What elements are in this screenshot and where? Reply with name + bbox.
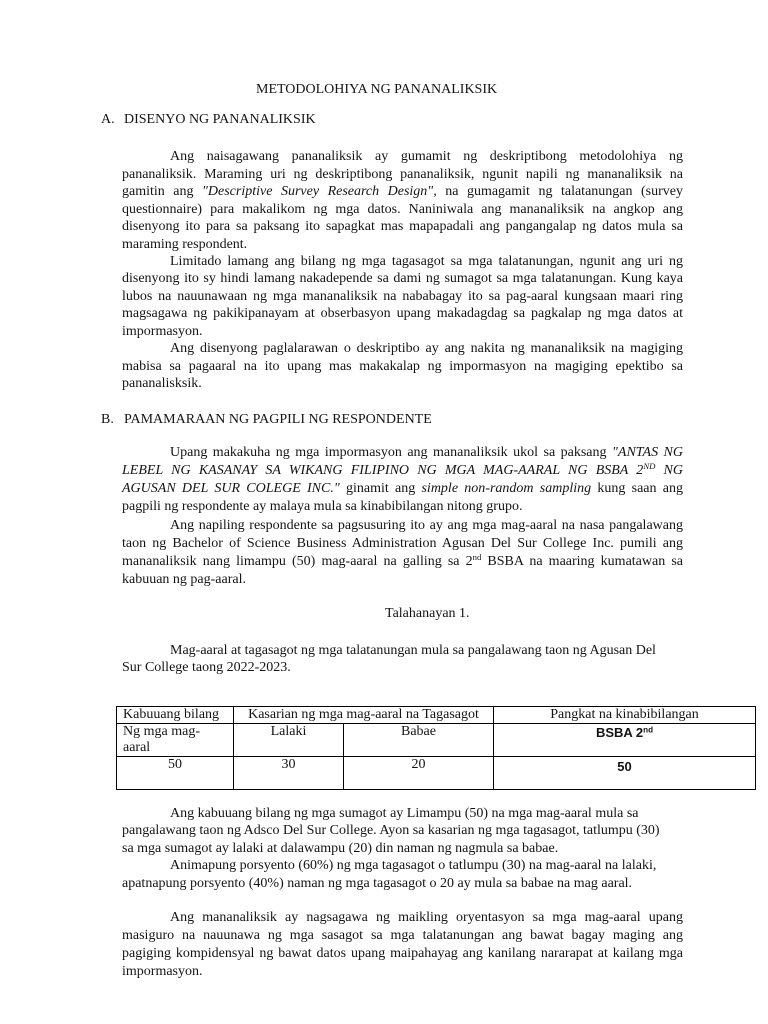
subheader-total: Ng mga mag-aaral xyxy=(117,724,234,757)
italic-text: "ANTAS NG xyxy=(612,445,684,460)
section-title: PAMAMARAAN NG PAGPILI NG RESPONDENTE xyxy=(124,412,432,427)
italic-text: NG xyxy=(655,463,684,479)
paragraph xyxy=(122,148,683,253)
text-line: pagpili ng respondente ay malaya mula sa kinabibilangan nitong grupo. xyxy=(122,499,523,515)
group-label: BSBA 2 xyxy=(595,725,644,740)
text-run: kung saan ang xyxy=(591,481,683,497)
text-line: masiguro na nauunawa ng mga sasagot sa mga talatanungan ang bawat bagay maging ang xyxy=(122,928,683,943)
text-line: pananaliksik. Maraming uri ng deskriptibong pananaliksik, ngunit napili ng mananaliksik na xyxy=(122,166,683,182)
text-line: Animapung porsyento (60%) ng mga tagasagot o tatlumpu (30) na mag-aaral na lalaki, xyxy=(170,858,657,873)
text-line xyxy=(122,183,683,200)
header-total: Kabuuang bilang xyxy=(117,707,234,724)
superscript-text: nd xyxy=(643,725,654,735)
text-line: Ang kabuuang bilang ng mga sumagot ay Limampu (50) na mga mag-aaral mula sa xyxy=(170,805,639,821)
text-run: gamitin ang xyxy=(122,184,203,200)
text-run: Upang makakuha ng mga impormasyon ang mananaliksik ukol sa paksang xyxy=(170,445,613,460)
paragraph xyxy=(122,642,683,676)
paragraph xyxy=(122,517,683,590)
text-line xyxy=(122,444,683,462)
text-line xyxy=(122,553,683,571)
text-line: apatnapung porsyento (40%) naman ng mga tagasagot o 20 ay mula sa babae na mag aaral. xyxy=(122,875,633,891)
section-b-heading xyxy=(0,411,768,429)
header-group: Pangkat na kinabibilangan xyxy=(494,707,756,724)
value-female: 20 xyxy=(344,757,494,790)
subheader-female: Babae xyxy=(344,724,494,757)
paragraph xyxy=(122,253,683,340)
value-male: 30 xyxy=(234,757,344,790)
section-a-heading xyxy=(0,111,768,129)
table-header-row xyxy=(117,707,756,724)
text-line: Ang disenyong paglalarawan o deskriptibo ay ang nakita ng mananaliksik na magiging xyxy=(170,341,683,357)
paragraph xyxy=(122,340,683,392)
text-line: questionnaire) para makalikom ng mga datos. Naniniwala ang mananaliksik na angkop ang xyxy=(122,201,683,217)
text-line: Sur College taong 2022-2023. xyxy=(122,659,291,675)
text-line: sa mga sumagot ay lalaki at dalawampu (20) din naman ng nagmula sa babae. xyxy=(122,840,559,856)
italic-text: LEBEL NG KASANAY SA WIKANG FILIPINO NG MGA MAG-AARAL NG BSBA 2 xyxy=(122,463,644,479)
text-run: mananaliksik nang limampu (50) mag-aaral na galling sa 2 xyxy=(122,553,473,569)
italic-text: simple non-random sampling xyxy=(421,481,592,497)
paragraph xyxy=(122,444,683,517)
paragraph xyxy=(122,857,683,892)
text-line: Ang naisagawang pananaliksik ay gumamit ng deskriptibong metodolohiya ng xyxy=(170,149,683,165)
italic-text: "Descriptive Survey Research Design", xyxy=(202,184,437,200)
text-line: magsagawa ng pakikipanayam at obserbasyon upang makadagdag sa pagkalap ng mga datos at xyxy=(122,306,683,322)
text-line: disenyong ito sy hindi lamang nakadepende sa dami ng sumagot sa mga talatanungan. Kung kaya xyxy=(122,271,683,287)
section-letter: A. xyxy=(101,112,115,127)
text-line: Limitado lamang ang bilang ng mga tagasagot sa mga talatanungan, ngunit ang uri ng xyxy=(170,254,683,270)
text-line: impormasyon. xyxy=(122,323,203,339)
text-line xyxy=(122,480,683,498)
text-line: mabisa sa pagaaral na ito upang mas makakalap ng impormasyon na magiging epektibo sa xyxy=(122,358,683,374)
page-title: METODOLOHIYA NG PANANALIKSIK xyxy=(256,82,498,97)
italic-text: AGUSAN DEL SUR COLEGE INC." xyxy=(122,481,340,497)
text-run: na gumagamit ng talatanungan (survey xyxy=(436,184,683,200)
section-a-body xyxy=(122,148,683,392)
text-line: disenyong ito para sa paksang ito sapagkat mas mapapadali ang pangangalap ng datos mula sa xyxy=(122,219,683,235)
text-line: impormasyon. xyxy=(122,964,203,979)
table-intro xyxy=(122,642,683,676)
value-total: 50 xyxy=(117,757,234,790)
text-line: Ang napiling respondente sa pagsusuring ito ay ang mga mag-aaral na nasa pangalawang xyxy=(170,517,683,533)
text-line: kabuuan ng pag-aaral. xyxy=(122,571,246,587)
text-line: Mag-aaral at tagasagot ng mga talatanungan mula sa pangalawang taon ng Agusan Del xyxy=(170,642,656,658)
section-b-body xyxy=(122,444,683,589)
text-line: pananalisksik. xyxy=(122,376,202,392)
subheader-male: Lalaki xyxy=(234,724,344,757)
text-line xyxy=(122,462,683,480)
text-run: ginamit ang xyxy=(339,481,422,497)
respondents-table xyxy=(116,706,756,790)
header-gender: Kasarian ng mga mag-aaral na Tagasagot xyxy=(234,707,494,724)
closing-body xyxy=(122,909,683,981)
superscript-text: ND xyxy=(643,461,656,472)
text-run: BSBA na maaring kumatawan sa xyxy=(481,553,683,569)
superscript-text: nd xyxy=(472,552,482,563)
section-letter: B. xyxy=(101,412,114,427)
analysis-body xyxy=(122,805,683,893)
text-line: lubos na nauunawaan ng mga mananaliksik na nababagay ito sa pag-aaral kungsaan maari ring xyxy=(122,288,683,304)
text-line: Ang mananaliksik ay nagsagawa ng maikling oryentasyon sa mga mag-aaral upang xyxy=(170,910,683,925)
text-line: maraming respondent. xyxy=(122,236,248,252)
paragraph xyxy=(122,805,683,858)
table-subheader-row xyxy=(117,724,756,757)
section-title: DISENYO NG PANANALIKSIK xyxy=(124,112,316,127)
text-line: taon ng Bachelor of Science Business Administration Agusan Del Sur College Inc. pumili ang xyxy=(122,535,683,551)
text-line: pangalawang taon ng Adsco Del Sur College. Ayon sa kasarian ng mga tagasagot, tatlumpu (30) xyxy=(122,823,660,838)
text-line: pagiging kompidensyal ng bawat datos upang maipahayag ang kanilang nararapat at kailang mga xyxy=(122,946,683,961)
table-caption: Talahanayan 1. xyxy=(385,606,470,621)
paragraph xyxy=(122,909,683,981)
value-group: 50 xyxy=(494,757,756,790)
subheader-group xyxy=(494,724,756,757)
table-row xyxy=(117,757,756,790)
